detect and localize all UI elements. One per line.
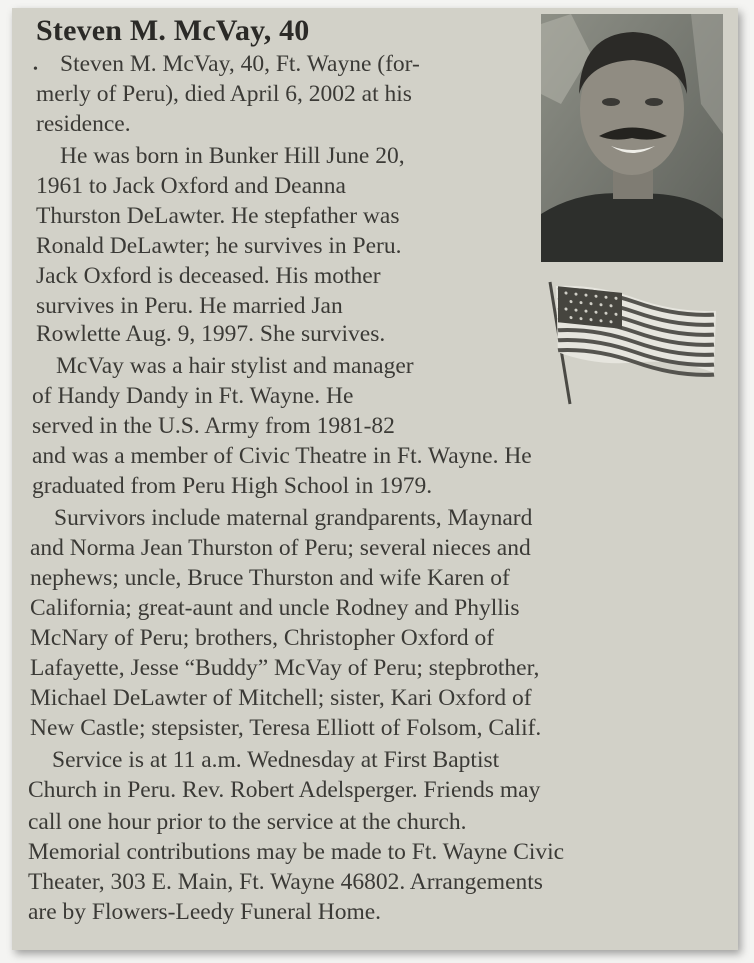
body-line: Memorial contributions may be made to Ft. Wayne Civic [28, 839, 565, 865]
body-line: survives in Peru. He married Jan [36, 293, 343, 319]
bullet-mark: • [33, 62, 38, 77]
body-line: McNary of Peru; brothers, Christopher Oxford of [30, 625, 495, 651]
body-line: graduated from Peru High School in 1979. [32, 473, 433, 499]
body-line: and was a member of Civic Theatre in Ft. Wayne. He [32, 443, 532, 469]
body-line: and Norma Jean Thurston of Peru; several nieces and [30, 535, 531, 561]
body-line: Survivors include maternal grandparents, Maynard [54, 505, 533, 531]
body-line: residence. [36, 111, 131, 137]
body-line: California; great-aunt and uncle Rodney and Phyllis [30, 595, 520, 621]
body-line: Michael DeLawter of Mitchell; sister, Kari Oxford of [30, 685, 532, 711]
body-line: merly of Peru), died April 6, 2002 at his [36, 81, 412, 107]
body-line: Service is at 11 a.m. Wednesday at First Baptist [52, 747, 500, 773]
body-line: 1961 to Jack Oxford and Deanna [36, 173, 346, 199]
body-line: Jack Oxford is deceased. His mother [36, 263, 381, 289]
obituary-headline: Steven M. McVay, 40 [36, 14, 310, 47]
body-line: are by Flowers-Leedy Funeral Home. [28, 899, 382, 925]
body-line: Thurston DeLawter. He stepfather was [36, 203, 400, 229]
obituary-body [12, 8, 738, 950]
body-line: call one hour prior to the service at the church. [28, 809, 467, 835]
body-line: nephews; uncle, Bruce Thurston and wife Karen of [30, 565, 510, 591]
body-line: He was born in Bunker Hill June 20, [60, 143, 405, 169]
body-line: served in the U.S. Army from 1981-82 [32, 413, 395, 439]
body-line: Rowlette Aug. 9, 1997. She survives. [36, 321, 386, 347]
body-line: Theater, 303 E. Main, Ft. Wayne 46802. Arrangements [28, 869, 543, 895]
body-line: Steven M. McVay, 40, Ft. Wayne (for- [60, 51, 420, 77]
body-line: New Castle; stepsister, Teresa Elliott of Folsom, Calif. [30, 715, 542, 741]
body-line: Lafayette, Jesse “Buddy” McVay of Peru; stepbrother, [30, 655, 540, 681]
newspaper-clipping [12, 8, 738, 950]
body-line: McVay was a hair stylist and manager [56, 353, 414, 379]
body-line: Ronald DeLawter; he survives in Peru. [36, 233, 402, 259]
body-line: Church in Peru. Rev. Robert Adelsperger. Friends may [28, 777, 541, 803]
body-line: of Handy Dandy in Ft. Wayne. He [32, 383, 354, 409]
